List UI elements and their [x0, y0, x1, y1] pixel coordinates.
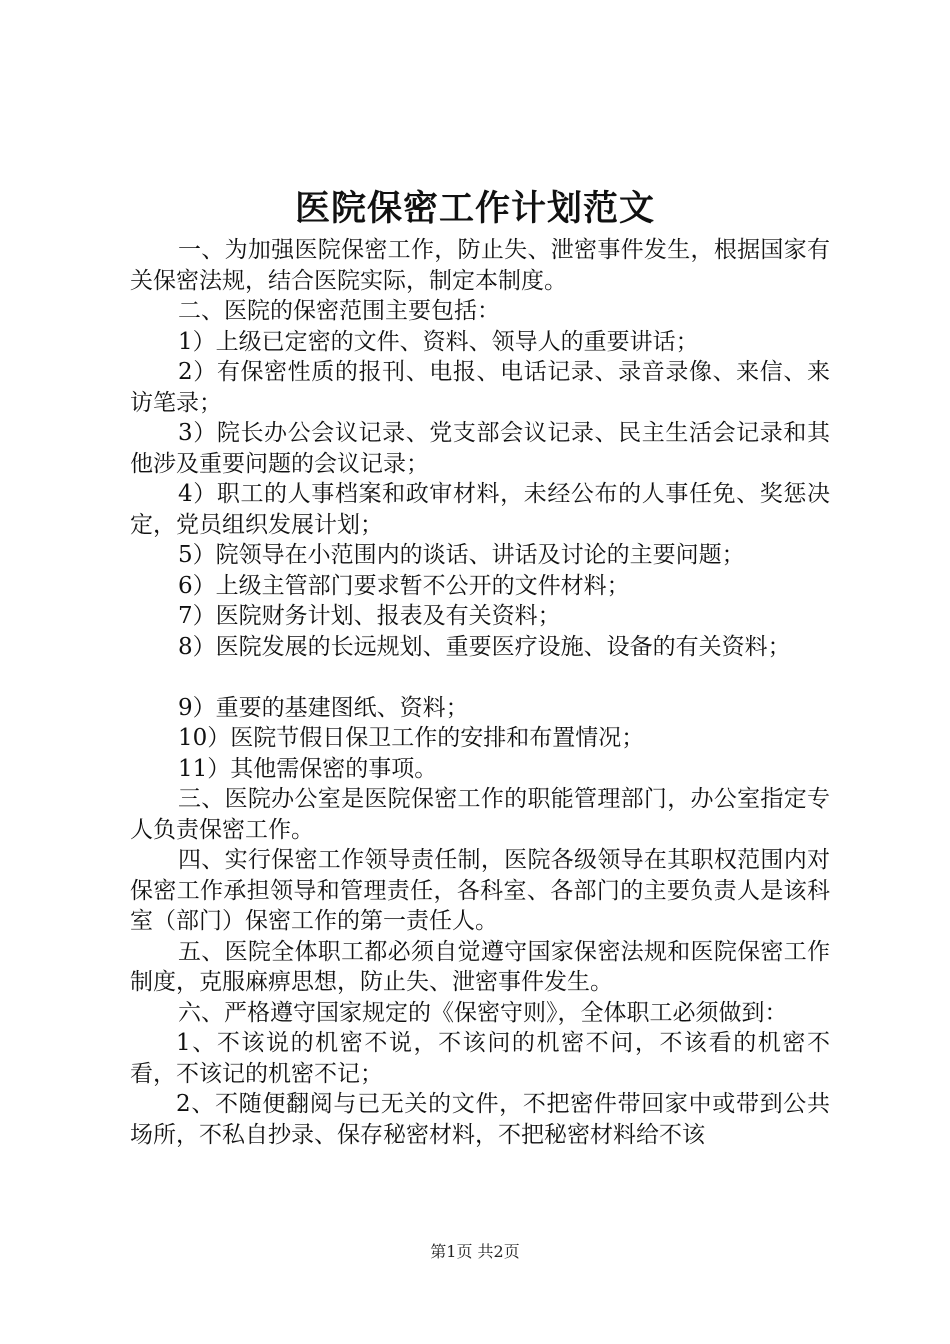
list-item-4: 4）职工的人事档案和政审材料，未经公布的人事任免、奖惩决定，党员组织发展计划；: [130, 481, 830, 538]
list-item-6: 6）上级主管部门要求暂不公开的文件材料；: [178, 572, 630, 599]
list-item-10: 10）医院节假日保卫工作的安排和布置情况；: [178, 725, 645, 751]
paragraph-6: 六、严格遵守国家规定的《保密守则》，全体职工必须做到：: [178, 999, 788, 1026]
paragraph-3: 三、医院办公室是医院保密工作的职能管理部门，办公室指定专人负责保密工作。: [130, 786, 830, 843]
document-title: 医院保密工作计划范文: [294, 189, 655, 229]
list-item-7: 7）医院财务计划、报表及有关资料；: [178, 603, 561, 629]
paragraph-gap: [130, 662, 830, 693]
paragraph-5: 五、医院全体职工都必须自觉遵守国家保密法规和医院保密工作制度，克服麻痹思想，防止失、泄密事件发生。: [130, 938, 830, 995]
list-item-1: 1）上级已定密的文件、资料、领导人的重要讲话；: [178, 328, 699, 355]
list-item-11: 11）其他需保密的事项。: [178, 755, 438, 782]
document-body: [130, 235, 830, 1150]
paragraph-2: 二、医院的保密范围主要包括：: [178, 298, 500, 324]
page-footer: 第1页 共2页: [430, 1242, 520, 1261]
paragraph-1: 一、为加强医院保密工作，防止失、泄密事件发生，根据国家有关保密法规，结合医院实际，制定本制度。: [130, 237, 830, 294]
list-item-5: 5）院领导在小范围内的谈话、讲话及讨论的主要问题；: [178, 542, 745, 568]
list-item-2: 2）有保密性质的报刊、电报、电话记录、录音录像、来信、来访笔录；: [130, 359, 830, 416]
list-item-9: 9）重要的基建图纸、资料；: [178, 694, 469, 721]
list-item-3: 3）院长办公会议记录、党支部会议记录、民主生活会记录和其他涉及重要问题的会议记录；: [130, 420, 830, 477]
rule-item-1: 1、不该说的机密不说，不该问的机密不问，不该看的机密不看，不该记的机密不记；: [130, 1030, 830, 1087]
paragraph-4: 四、实行保密工作领导责任制，医院各级领导在其职权范围内对保密工作承担领导和管理责任，各科室、各部门的主要负责人是该科室（部门）保密工作的第一责任人。: [130, 847, 830, 934]
rule-item-2: 2、不随便翻阅与已无关的文件，不把密件带回家中或带到公共场所，不私自抄录、保存秘密材料，不把秘密材料给不该: [130, 1091, 830, 1148]
list-item-8: 8）医院发展的长远规划、重要医疗设施、设备的有关资料；: [178, 633, 791, 660]
